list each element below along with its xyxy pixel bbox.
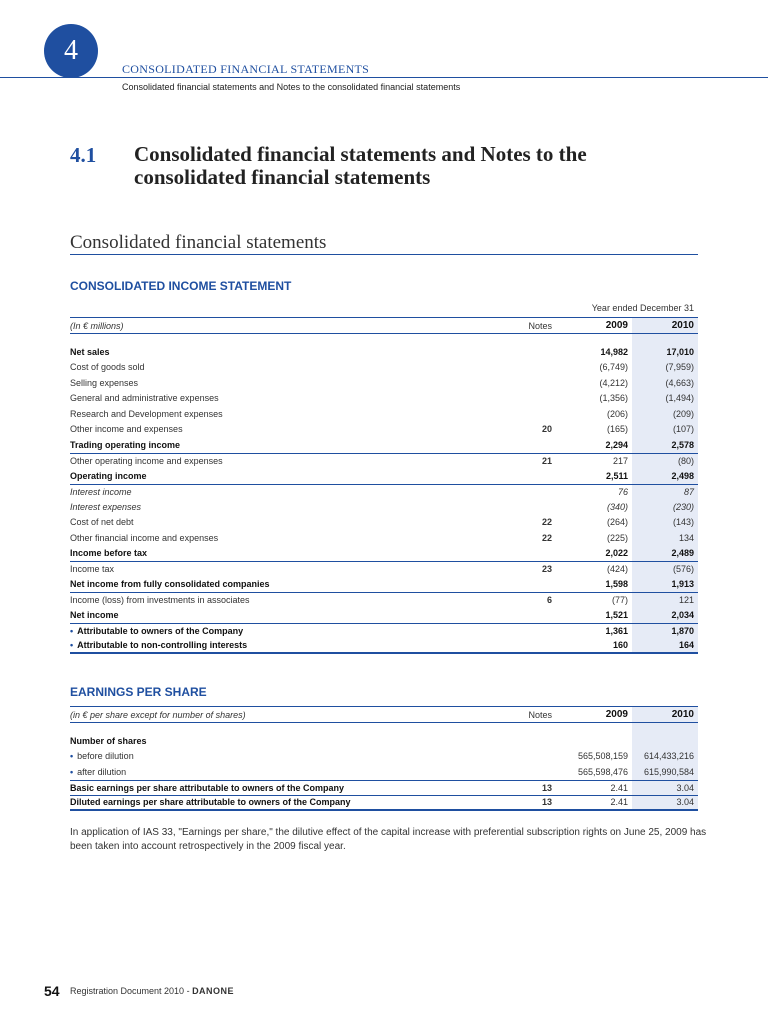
row-value-2009: (4,212) xyxy=(599,377,628,388)
table-row xyxy=(70,608,698,624)
row-notes xyxy=(476,468,556,484)
header-units: (In € millions) xyxy=(70,320,124,331)
header-year-2009: 2009 xyxy=(605,320,628,331)
row-notes xyxy=(476,391,556,407)
row-value-2010: (230) xyxy=(632,499,698,515)
row-value-2009: (340) xyxy=(606,501,628,512)
row-label-text: Other financial income and expenses xyxy=(70,532,219,543)
row-value-2009 xyxy=(556,733,632,749)
row-value-2010: 3.04 xyxy=(632,781,698,796)
row-label-text: Net sales xyxy=(70,346,110,357)
table-row xyxy=(70,453,698,469)
row-value-2010: 1,870 xyxy=(632,624,698,639)
row-label xyxy=(70,360,476,376)
table-row xyxy=(70,468,698,484)
subheading: Consolidated financial statements xyxy=(70,232,327,253)
row-notes: 21 xyxy=(541,455,552,466)
row-label-text: Trading operating income xyxy=(70,439,181,450)
row-label-text: Net income xyxy=(70,610,119,621)
row-notes xyxy=(476,360,556,376)
row-value-2009: 76 xyxy=(617,486,628,497)
row-label-text: Diluted earnings per share attributable to owners of the Company xyxy=(70,797,351,808)
row-label xyxy=(70,515,476,531)
footer-doc-title: Registration Document 2010 - xyxy=(70,986,193,996)
row-value-2009: 217 xyxy=(612,455,628,466)
section-number: 4.1 xyxy=(70,143,97,167)
income-statement-title: CONSOLIDATED INCOME STATEMENT xyxy=(70,279,292,293)
table-row xyxy=(70,437,698,453)
row-value-2009: (77) xyxy=(611,595,628,606)
table-row xyxy=(70,546,698,562)
table-row xyxy=(70,375,698,391)
footnote: In application of IAS 33, "Earnings per share," the dilutive effect of the capital increase with preferential subscription rights on June 25, 2009 has been taken into account retrospectively in the 2009 fiscal year. xyxy=(70,827,707,852)
row-value-2010: (107) xyxy=(632,422,698,438)
row-value-2009: 565,508,159 xyxy=(577,751,628,762)
row-label xyxy=(70,764,476,780)
table-row xyxy=(70,484,698,500)
chapter-badge: 4 xyxy=(44,24,98,78)
row-label-text: • before dilution xyxy=(70,751,134,761)
row-label-text: Interest expenses xyxy=(70,501,142,512)
row-label-text: Net income from fully consolidated companies xyxy=(70,579,270,590)
table-row xyxy=(70,577,698,593)
row-label xyxy=(70,391,476,407)
header-year-2010: 2010 xyxy=(632,318,698,333)
subheading-rule xyxy=(70,254,698,255)
row-label xyxy=(70,562,476,577)
row-notes xyxy=(476,485,556,500)
row-value-2010: 2,498 xyxy=(632,468,698,484)
row-label-text: Other operating income and expenses xyxy=(70,455,223,466)
eps-header-notes: Notes xyxy=(528,709,552,720)
row-notes xyxy=(476,733,556,749)
row-notes xyxy=(476,344,556,360)
table-row xyxy=(70,749,698,765)
table-row xyxy=(70,795,698,811)
row-value-2009: (225) xyxy=(606,532,628,543)
row-notes: 6 xyxy=(546,595,552,606)
row-label xyxy=(70,733,476,749)
section-title: Consolidated financial statements and Notes to the consolidated financial statements xyxy=(134,142,587,189)
row-label xyxy=(70,577,476,593)
row-value-2010: 121 xyxy=(632,593,698,608)
eps-rows xyxy=(70,733,698,811)
row-value-2010: (1,494) xyxy=(632,391,698,407)
spacer-row xyxy=(70,723,698,733)
row-notes: 13 xyxy=(541,782,552,793)
row-label xyxy=(70,468,476,484)
row-label xyxy=(70,608,476,624)
row-notes xyxy=(476,546,556,562)
row-label-text: Operating income xyxy=(70,470,147,481)
row-notes xyxy=(476,639,556,653)
header-rule xyxy=(0,77,768,78)
row-value-2009: (206) xyxy=(606,408,628,419)
row-value-2009: (165) xyxy=(606,424,628,435)
row-value-2010: 134 xyxy=(632,530,698,546)
row-notes: 13 xyxy=(541,797,552,808)
row-label-text: Basic earnings per share attributable to owners of the Company xyxy=(70,782,345,793)
row-notes: 22 xyxy=(541,517,552,528)
row-value-2010: 2,034 xyxy=(632,608,698,624)
table-row xyxy=(70,780,698,796)
row-label-text: Income tax xyxy=(70,564,115,575)
row-value-2009: (1,356) xyxy=(599,393,628,404)
row-label-text: Research and Development expenses xyxy=(70,408,223,419)
table-row xyxy=(70,406,698,422)
row-label xyxy=(70,437,476,453)
table-row xyxy=(70,530,698,546)
row-value-2009: (264) xyxy=(606,517,628,528)
row-label-text: • after dilution xyxy=(70,767,126,777)
eps-header-year-2009: 2009 xyxy=(605,709,628,720)
row-value-2009: 2,511 xyxy=(605,470,628,481)
row-label-text: Income (loss) from investments in associates xyxy=(70,595,250,606)
row-label-text: Selling expenses xyxy=(70,377,139,388)
table-row xyxy=(70,344,698,360)
eps-header-year-2010: 2010 xyxy=(632,707,698,722)
row-notes xyxy=(476,499,556,515)
running-header-subtitle: Consolidated financial statements and Notes to the consolidated financial statements xyxy=(122,82,461,92)
row-value-2009: (424) xyxy=(606,564,628,575)
row-label xyxy=(70,422,476,438)
row-label xyxy=(70,593,476,608)
table-row xyxy=(70,360,698,376)
table-row xyxy=(70,764,698,780)
row-value-2009: 565,598,476 xyxy=(577,766,628,777)
row-value-2010: 17,010 xyxy=(632,344,698,360)
spacer-row xyxy=(70,334,698,344)
row-notes xyxy=(476,608,556,624)
row-value-2010: 2,489 xyxy=(632,546,698,562)
table-row xyxy=(70,639,698,655)
row-value-2010: (7,959) xyxy=(632,360,698,376)
row-notes: 20 xyxy=(541,424,552,435)
row-value-2009: 2,022 xyxy=(605,548,628,559)
row-label xyxy=(70,624,476,639)
row-label-text: Number of shares xyxy=(70,735,147,746)
row-value-2010: 615,990,584 xyxy=(632,764,698,780)
row-label xyxy=(70,375,476,391)
income-rows xyxy=(70,344,698,654)
row-value-2010: 87 xyxy=(632,485,698,500)
table-row xyxy=(70,515,698,531)
row-notes xyxy=(476,764,556,780)
row-label xyxy=(70,406,476,422)
row-value-2010: 3.04 xyxy=(632,796,698,809)
row-notes xyxy=(476,437,556,453)
row-value-2010: (143) xyxy=(632,515,698,531)
row-label-text: General and administrative expenses xyxy=(70,393,219,404)
row-label-text: Interest income xyxy=(70,486,132,497)
table-row xyxy=(70,391,698,407)
row-label-text: Income before tax xyxy=(70,548,148,559)
row-label xyxy=(70,796,476,809)
row-label-text: Cost of goods sold xyxy=(70,362,145,373)
row-value-2010: 164 xyxy=(632,639,698,653)
row-value-2009: 2.41 xyxy=(610,797,628,808)
row-label xyxy=(70,344,476,360)
row-value-2010: (209) xyxy=(632,406,698,422)
row-label xyxy=(70,639,476,653)
row-value-2010: (4,663) xyxy=(632,375,698,391)
row-value-2010: 1,913 xyxy=(632,577,698,593)
year-caption: Year ended December 31 xyxy=(591,303,694,313)
row-label xyxy=(70,499,476,515)
header-notes: Notes xyxy=(528,320,552,331)
row-label xyxy=(70,485,476,500)
row-value-2009: 2,294 xyxy=(605,439,628,450)
page-number: 54 xyxy=(44,983,60,999)
table-row xyxy=(70,623,698,639)
table-row xyxy=(70,733,698,749)
eps-table xyxy=(70,706,698,811)
row-value-2009: 1,598 xyxy=(605,579,628,590)
income-statement-table xyxy=(70,303,698,654)
row-label xyxy=(70,454,476,469)
row-notes xyxy=(476,749,556,765)
footer-text xyxy=(70,986,234,996)
row-notes xyxy=(476,375,556,391)
row-value-2010: (576) xyxy=(632,562,698,577)
eps-header-units: (in € per share except for number of shares) xyxy=(70,709,246,720)
row-notes: 22 xyxy=(541,532,552,543)
row-label xyxy=(70,749,476,765)
row-value-2010: 614,433,216 xyxy=(632,749,698,765)
running-header-title: CONSOLIDATED FINANCIAL STATEMENTS xyxy=(122,62,370,76)
eps-table-header xyxy=(70,706,698,723)
row-label xyxy=(70,546,476,562)
row-value-2009: 14,982 xyxy=(600,346,628,357)
table-row xyxy=(70,592,698,608)
row-label xyxy=(70,781,476,796)
table-row xyxy=(70,561,698,577)
row-value-2010 xyxy=(632,733,698,749)
eps-title: EARNINGS PER SHARE xyxy=(70,685,207,699)
income-table-header xyxy=(70,317,698,334)
row-value-2010: (80) xyxy=(632,454,698,469)
row-notes xyxy=(476,577,556,593)
row-label-text: • Attributable to owners of the Company xyxy=(70,626,243,636)
row-value-2009: 1,361 xyxy=(605,626,628,637)
row-label-text: Cost of net debt xyxy=(70,517,134,528)
row-value-2009: (6,749) xyxy=(599,362,628,373)
table-row xyxy=(70,422,698,438)
row-value-2010: 2,578 xyxy=(632,437,698,453)
row-notes: 23 xyxy=(541,564,552,575)
table-row xyxy=(70,499,698,515)
row-label-text: Other income and expenses xyxy=(70,424,183,435)
row-label xyxy=(70,530,476,546)
row-value-2009: 2.41 xyxy=(610,782,628,793)
row-value-2009: 1,521 xyxy=(605,610,628,621)
row-notes xyxy=(476,624,556,639)
row-label-text: • Attributable to non-controlling interests xyxy=(70,640,247,650)
row-notes xyxy=(476,406,556,422)
row-value-2009: 160 xyxy=(612,640,628,651)
footer-brand: DANONE xyxy=(192,986,235,996)
